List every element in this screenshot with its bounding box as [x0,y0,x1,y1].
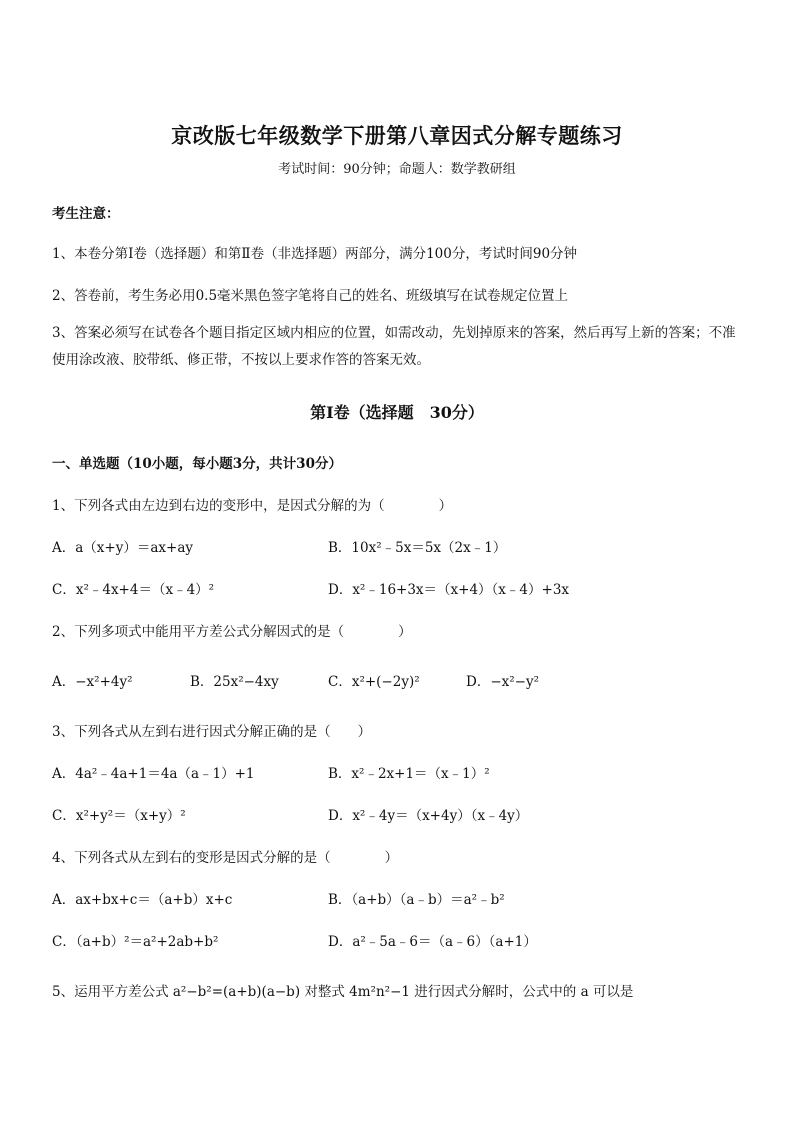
question-2-option-c[interactable]: C．x²+(−2y)² [328,674,420,690]
exam-info: 考试时间：90分钟；命题人：数学教研组 [278,162,516,177]
question-1-option-c[interactable]: C．x²﹣4x+4＝（x﹣4）² [52,582,215,598]
question-1-option-b[interactable]: B．10x²﹣5x＝5x（2x﹣1） [328,540,507,556]
question-5-stem: 5、运用平方差公式 a²−b²=(a+b)(a−b) 对整式 4m²n²−1 进行因式分解时，公式中的 a 可以是 [52,984,634,1000]
question-1-option-d[interactable]: D．x²﹣16+3x＝（x+4）（x﹣4）+3x [328,582,570,598]
notice-heading: 考生注意： [52,206,120,222]
question-2-stem: 2、下列多项式中能用平方差公式分解因式的是（ ） [52,624,412,640]
question-1-stem: 1、下列各式由左边到右边的变形中，是因式分解的为（ ） [52,498,453,514]
question-4-option-d[interactable]: D．a²﹣5a﹣6＝（a﹣6）（a+1） [328,934,537,950]
notice-item-2: 2、答卷前，考生务必用0.5毫米黑色签字笔将自己的姓名、班级填写在试卷规定位置上 [52,288,569,304]
question-4-stem: 4、下列各式从左到右的变形是因式分解的是（ ） [52,850,399,866]
part-heading: 一、单选题（10小题，每小题3分，共计30分） [52,456,342,472]
question-1-option-a[interactable]: A．a（x+y）＝ax+ay [52,540,193,556]
notice-item-3: 3、答案必须写在试卷各个题目指定区域内相应的位置，如需改动，先划掉原来的答案，然后再写上新的答案；不准使用涂改液、胶带纸、修正带，不按以上要求作答的答案无效。 [52,325,736,368]
question-3-option-d[interactable]: D．x²﹣4y＝（x+4y）（x﹣4y） [328,808,529,824]
question-3-stem: 3、下列各式从左到右进行因式分解正确的是（ ） [52,724,372,740]
question-3-option-c[interactable]: C．x²+y²＝（x+y）² [52,808,186,824]
question-2-option-a[interactable]: A．−x²+4y² [52,674,133,690]
question-4-option-c[interactable]: C．（a+b）²＝a²+2ab+b² [52,934,219,950]
page-title: 京改版七年级数学下册第八章因式分解专题练习 [171,123,623,148]
question-2-option-d[interactable]: D．−x²−y² [466,674,540,690]
notice-item-1: 1、本卷分第Ⅰ卷（选择题）和第Ⅱ卷（非选择题）两部分，满分100分，考试时间90分钟 [52,246,578,262]
question-4-option-b[interactable]: B．（a+b）（a﹣b）＝a²﹣b² [328,892,505,908]
question-3-option-a[interactable]: A．4a²﹣4a+1＝4a（a﹣1）+1 [52,766,255,782]
question-4-option-a[interactable]: A．ax+bx+c＝（a+b）x+c [52,892,233,908]
question-3-option-b[interactable]: B．x²﹣2x+1＝（x﹣1）² [328,766,490,782]
section-title: 第Ⅰ卷（选择题 30分） [310,403,484,422]
question-2-option-b[interactable]: B．25x²−4xy [190,674,279,690]
